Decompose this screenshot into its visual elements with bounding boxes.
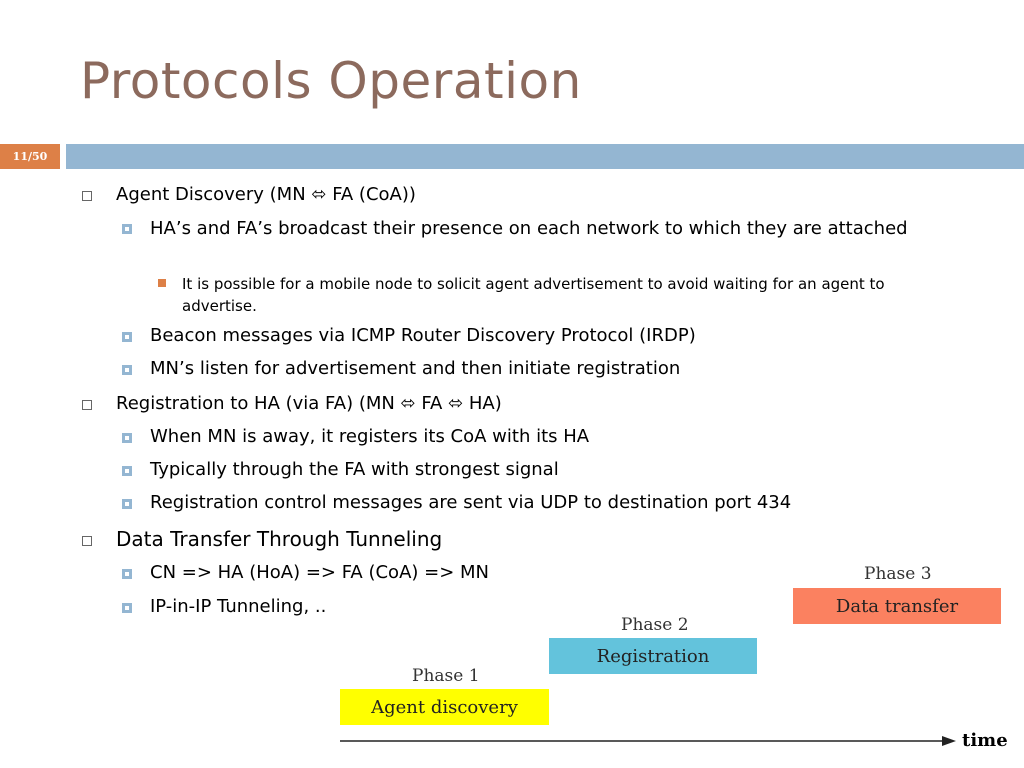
bullet-listen bbox=[122, 358, 680, 379]
phase-2-label: Phase 2 bbox=[621, 615, 689, 635]
time-axis-label: time bbox=[962, 730, 1008, 751]
bullet-cn-path bbox=[122, 562, 489, 583]
bullet-text: When MN is away, it registers its CoA with its HA bbox=[150, 426, 590, 447]
bullet-text: Agent Discovery (MN ⬄ FA (CoA)) bbox=[116, 184, 416, 205]
slide-title: Protocols Operation bbox=[80, 52, 582, 110]
bullet-marker bbox=[122, 499, 132, 509]
bullet-text: Registration to HA (via FA) (MN ⬄ FA ⬄ HA) bbox=[116, 393, 502, 414]
bullet-udp bbox=[122, 492, 791, 513]
bullet-marker bbox=[82, 536, 92, 546]
phase-2-box: Registration bbox=[549, 638, 757, 674]
bullet-marker bbox=[122, 433, 132, 443]
bullet-marker bbox=[122, 224, 132, 234]
bullet-text: CN => HA (HoA) => FA (CoA) => MN bbox=[150, 562, 490, 583]
time-arrow bbox=[340, 733, 960, 749]
bullet-marker bbox=[122, 569, 132, 579]
phase-1-box: Agent discovery bbox=[340, 689, 549, 725]
bullet-marker bbox=[122, 332, 132, 342]
bullet-text: HA’s and FA’s broadcast their presence on each network to which they are attached bbox=[150, 218, 908, 239]
bullet-agent-discovery bbox=[82, 184, 416, 205]
bullet-marker bbox=[82, 400, 92, 410]
bullet-text: IP-in-IP Tunneling, .. bbox=[150, 596, 327, 617]
bullet-text: Beacon messages via ICMP Router Discovery Protocol (IRDP) bbox=[150, 325, 696, 346]
bullet-registration bbox=[82, 393, 502, 414]
bullet-marker bbox=[122, 466, 132, 476]
bullet-away bbox=[122, 426, 589, 447]
bullet-marker bbox=[82, 191, 92, 201]
phase-1-label: Phase 1 bbox=[412, 666, 480, 686]
bullet-marker bbox=[158, 279, 166, 287]
bullet-text: It is possible for a mobile node to solicit agent advertisement to avoid waiting for an agent to advertise. bbox=[182, 275, 885, 315]
bullet-text: Typically through the FA with strongest signal bbox=[150, 459, 559, 480]
phase-3-box: Data transfer bbox=[793, 588, 1001, 624]
bullet-marker bbox=[122, 603, 132, 613]
bullet-broadcast bbox=[122, 217, 922, 241]
bullet-text: Data Transfer Through Tunneling bbox=[116, 527, 443, 551]
bullet-text: Registration control messages are sent via UDP to destination port 434 bbox=[150, 492, 792, 513]
slide-number: 11/50 bbox=[0, 144, 60, 169]
bullet-beacon bbox=[122, 325, 696, 346]
bullet-text: MN’s listen for advertisement and then initiate registration bbox=[150, 358, 681, 379]
bullet-solicit bbox=[158, 273, 958, 317]
bullet-marker bbox=[122, 365, 132, 375]
phase-3-label: Phase 3 bbox=[864, 564, 932, 584]
bullet-data-transfer bbox=[82, 527, 442, 551]
bullet-ip-in-ip bbox=[122, 596, 326, 617]
bullet-strongest bbox=[122, 459, 559, 480]
